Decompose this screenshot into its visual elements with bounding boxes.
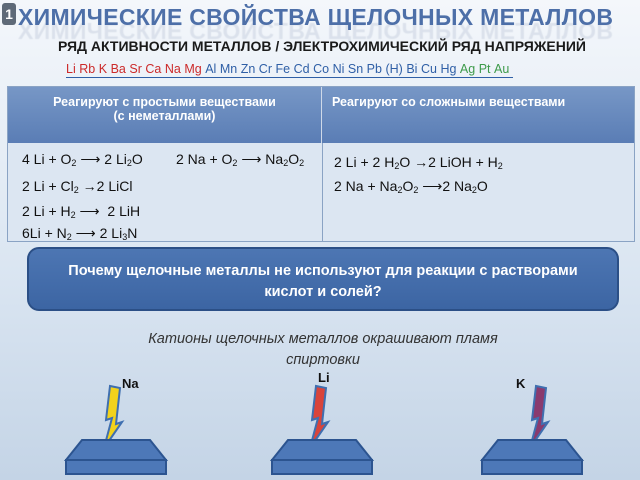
series-element: Ca xyxy=(145,62,162,76)
series-element: Co xyxy=(313,62,330,76)
burner-k xyxy=(478,380,588,476)
burner-na xyxy=(62,380,172,476)
series-element: Cu xyxy=(420,62,437,76)
series-element: Fe xyxy=(275,62,291,76)
series-element: Ag xyxy=(459,62,476,76)
burner-label-li: Li xyxy=(318,370,330,385)
equation-li-h2: 2 $Li + H_2$ ⟶ 2 LiH xyxy=(22,203,141,220)
series-element: (H) xyxy=(385,62,403,76)
burner-base-na xyxy=(66,460,166,474)
series-element: Au xyxy=(494,62,510,76)
series-element: Ba xyxy=(110,62,126,76)
series-element: K xyxy=(98,62,108,76)
equation-li-n2: $6Li + N_2$ ⟶ 2 $Li_3N$ xyxy=(22,225,138,242)
question-line1: Почему щелочные металлы не используют для реакции с растворами xyxy=(68,263,578,279)
table-header xyxy=(8,87,634,143)
burner-cap-k xyxy=(482,440,582,460)
flame-na xyxy=(104,386,122,448)
burner-cap-na xyxy=(66,440,166,460)
series-element: Cd xyxy=(293,62,310,76)
header-simple-substances xyxy=(8,87,322,143)
series-element: Rb xyxy=(79,62,96,76)
burner-base-li xyxy=(272,460,372,474)
series-element: Al xyxy=(205,62,217,76)
activity-series xyxy=(66,62,513,78)
series-element: Pt xyxy=(478,62,491,76)
equation-na-o2: 2 $Na + O_2$ ⟶ $Na_2O_2$ xyxy=(176,151,305,168)
series-element: Sn xyxy=(347,62,364,76)
burner-li xyxy=(268,380,378,476)
series-element: Ni xyxy=(332,62,345,76)
column-divider xyxy=(322,143,323,241)
series-element: Hg xyxy=(440,62,457,76)
series-element: Mn xyxy=(219,62,238,76)
flame-k xyxy=(530,386,548,448)
equation-li-h2o: 2 Li + 2 $H_2O \to 2$ LiOH + $H_2$ xyxy=(334,154,503,171)
burner-label-na: Na xyxy=(122,376,139,391)
series-element: Pb xyxy=(366,62,382,76)
series-element: Bi xyxy=(406,62,418,76)
header-complex-substances: Реагируют со сложными веществами xyxy=(332,95,566,109)
series-element: Na xyxy=(164,62,181,76)
series-element: Zn xyxy=(240,62,256,76)
caption-line2: спиртовки xyxy=(286,352,360,368)
equation-na-na2o2: 2 $Na + Na_2O_2$ ⟶2 $Na_2O$ xyxy=(334,178,488,195)
reactions-table xyxy=(7,86,635,242)
burner-label-k: K xyxy=(516,376,526,391)
burner-base-k xyxy=(482,460,582,474)
series-element: Mg xyxy=(184,62,202,76)
burner-cap-li xyxy=(272,440,372,460)
series-element: Sr xyxy=(129,62,142,76)
header-simple-line2: (с неметаллами) xyxy=(113,109,216,123)
equation-li-o2: 4 $Li + O_2$ ⟶ 2 $Li_2O$ xyxy=(22,151,143,168)
flame-caption xyxy=(118,329,528,371)
caption-line1: Катионы щелочных металлов окрашивают пламя xyxy=(148,331,498,347)
header-simple-line1: Реагируют с простыми веществами xyxy=(53,95,276,109)
question-box xyxy=(27,247,619,311)
equation-li-cl2: 2 $Li + Cl_2 \to 2$ LiCl xyxy=(22,178,133,195)
slide-number-badge: 1 xyxy=(2,3,16,25)
subtitle: РЯД АКТИВНОСТИ МЕТАЛЛОВ / ЭЛЕКТРОХИМИЧЕСКИЙ РЯД НАПРЯЖЕНИЙ xyxy=(58,38,586,54)
series-element: Cr xyxy=(258,62,272,76)
page-title: ХИМИЧЕСКИЕ СВОЙСТВА ЩЕЛОЧНЫХ МЕТАЛЛОВ xyxy=(18,4,614,30)
flame-li xyxy=(310,386,328,448)
series-element: Li xyxy=(66,62,76,76)
question-line2: кислот и солей? xyxy=(264,284,382,300)
